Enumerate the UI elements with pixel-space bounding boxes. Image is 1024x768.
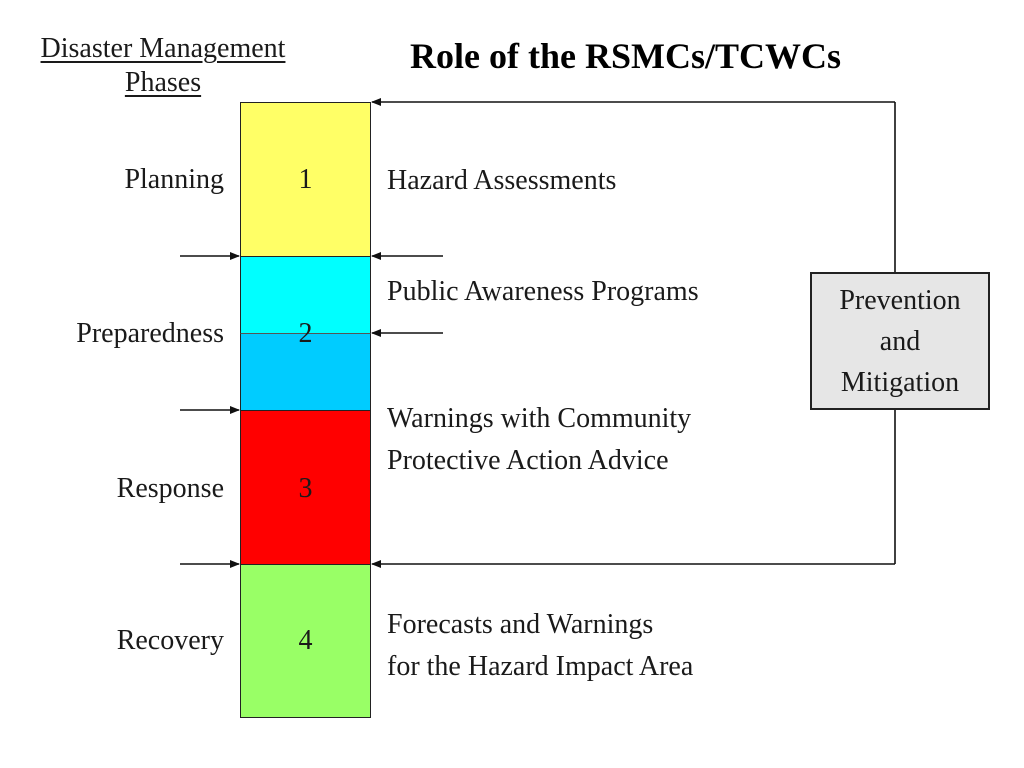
activity-forecasts-line2: for the Hazard Impact Area bbox=[387, 651, 694, 682]
diagram-title: Role of the RSMCs/TCWCs bbox=[410, 36, 841, 76]
phase-label-preparedness: Preparedness bbox=[76, 318, 224, 349]
phase-number-4: 4 bbox=[298, 625, 313, 656]
activity-public-awareness: Public Awareness Programs bbox=[387, 276, 699, 307]
prevention-mitigation-box bbox=[810, 272, 990, 410]
phase-label-planning: Planning bbox=[124, 164, 224, 195]
activity-warnings-line1: Warnings with Community bbox=[387, 403, 692, 434]
prevention-line1: Prevention bbox=[839, 284, 961, 316]
prevention-line3: Mitigation bbox=[840, 366, 960, 398]
phase-number-1: 1 bbox=[298, 164, 313, 195]
phases-header-line2: Phases bbox=[124, 67, 202, 98]
phases-header-line1: Disaster Management bbox=[40, 33, 286, 64]
prevention-line2: and bbox=[879, 325, 921, 357]
activity-hazard-assessments: Hazard Assessments bbox=[387, 165, 617, 196]
phase-label-response: Response bbox=[116, 473, 224, 504]
phase-number-2: 2 bbox=[298, 318, 313, 349]
activity-forecasts-line1: Forecasts and Warnings bbox=[387, 609, 654, 640]
activity-warnings-line2: Protective Action Advice bbox=[387, 445, 669, 476]
phase-label-recovery: Recovery bbox=[116, 625, 224, 656]
phase-number-3: 3 bbox=[298, 473, 313, 504]
